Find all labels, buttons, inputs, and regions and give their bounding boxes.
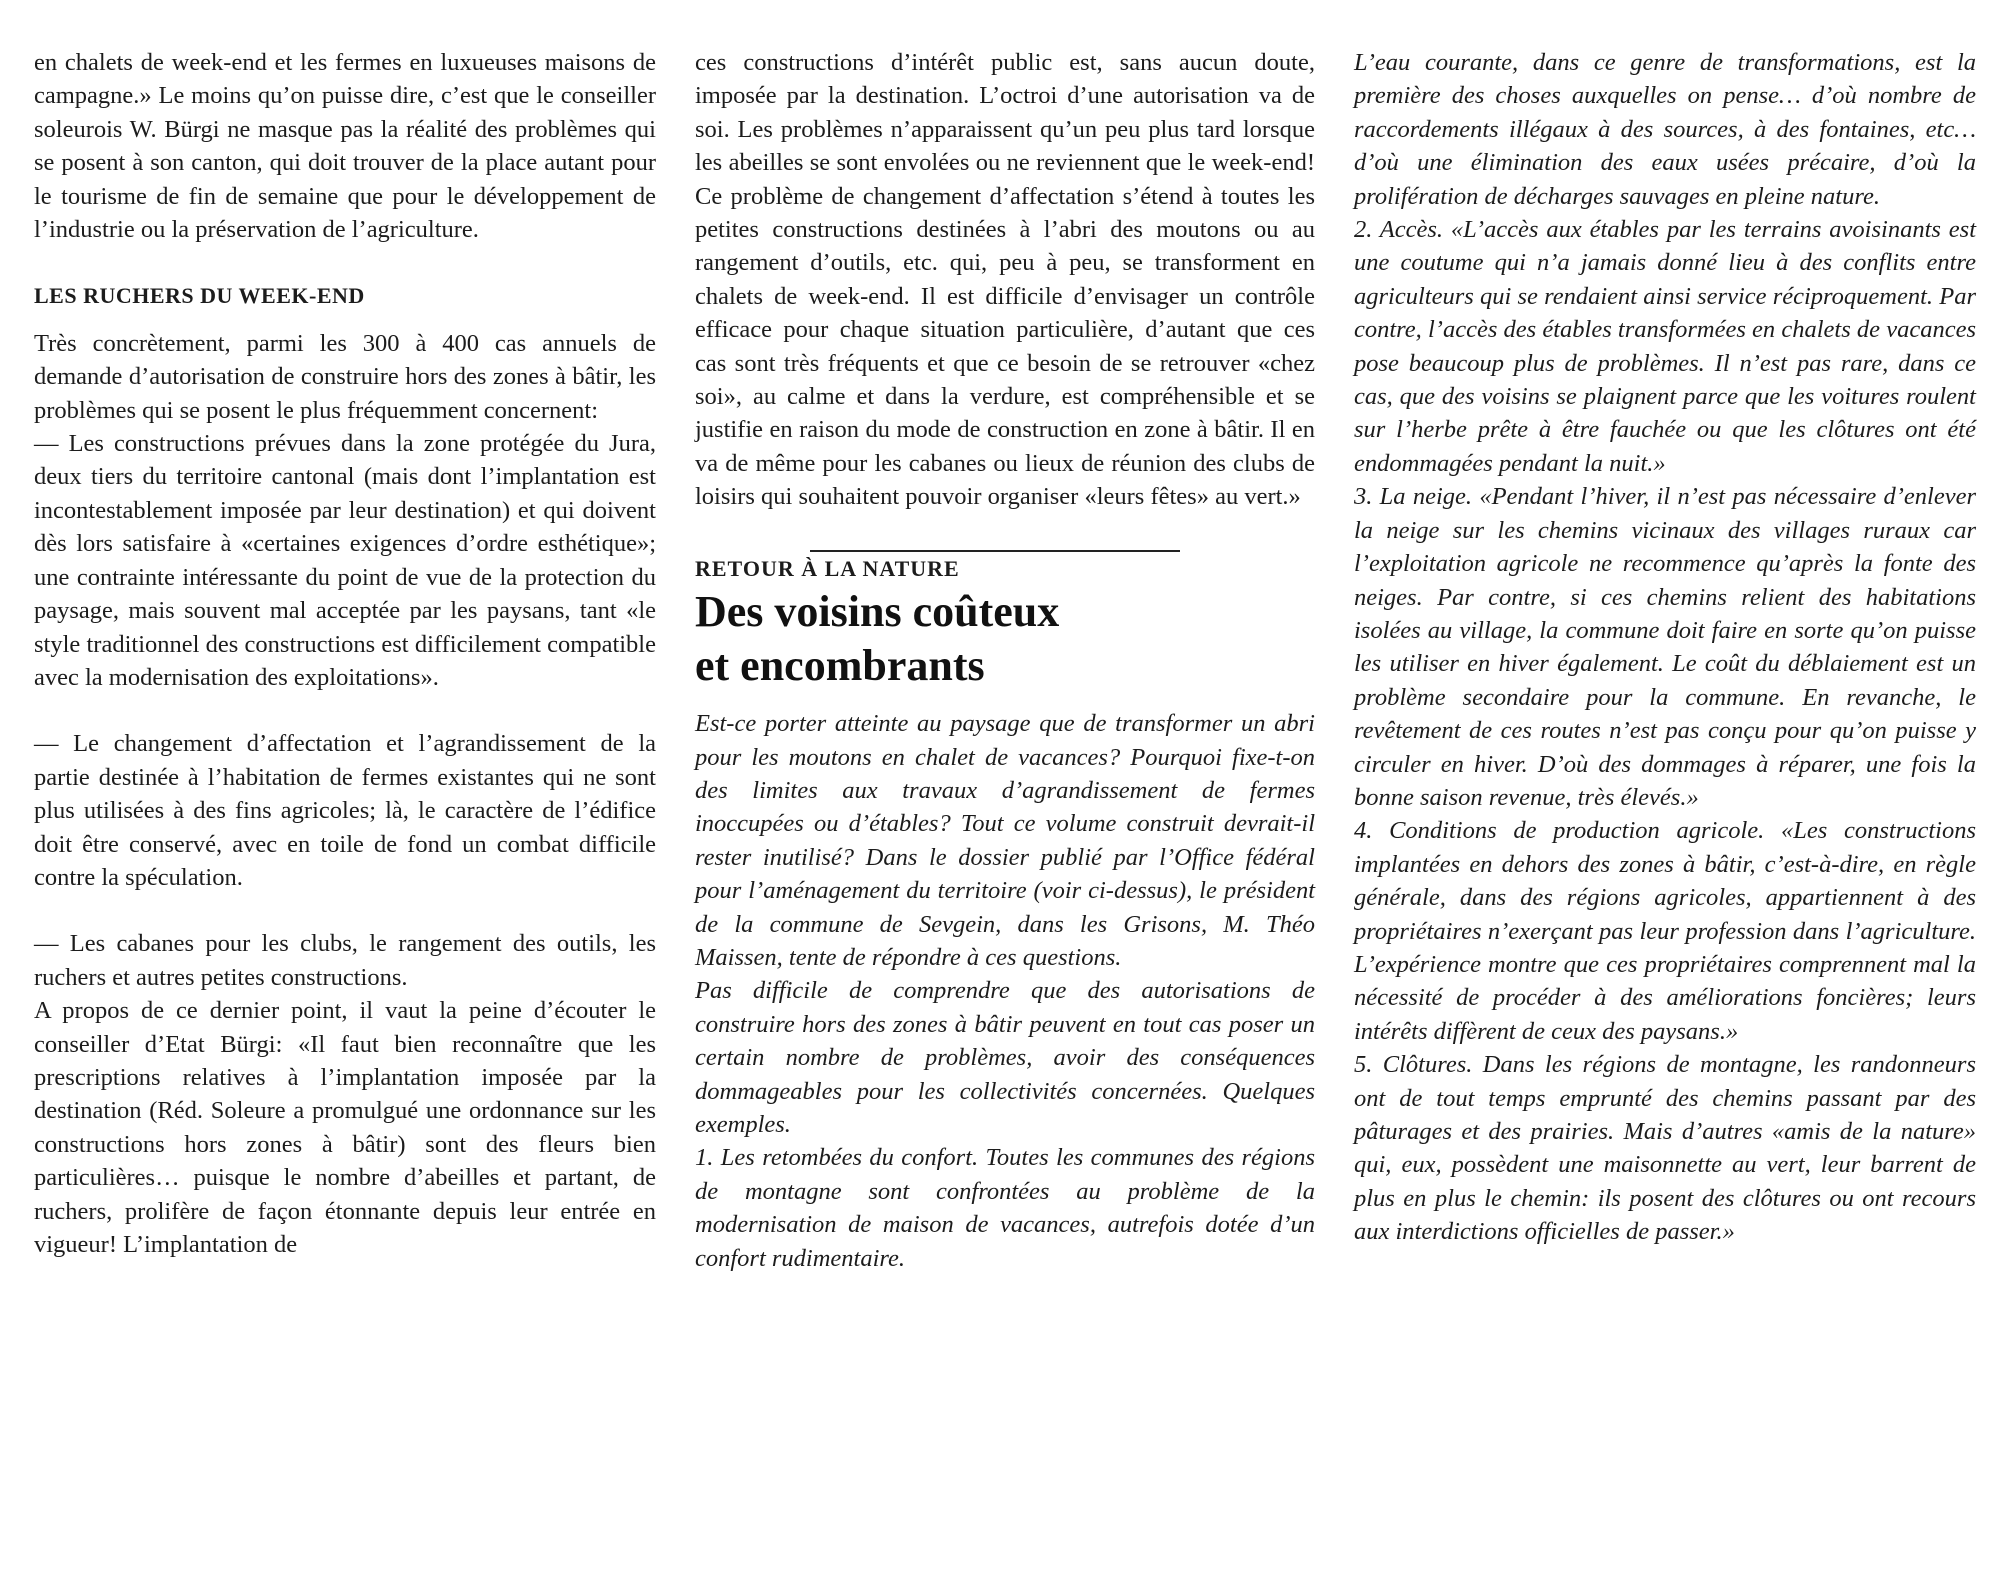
paragraph: en chalets de week-end et les fermes en luxueuses maisons de campagne.» Le moins qu’on puisse dire, c’est que le conseiller soleurois W. Bürgi ne masque pas la réalité des problèmes qui se posent à son canton, qui doit trouver de la place autant pour le tourisme de fin de semaine que pour le développement de l’industrie ou la préservation de l’agriculture. xyxy=(34,49,656,244)
paragraph: 4. Conditions de production agricole. «Les constructions implantées en dehors des zones à bâtir, c’est-à-dire, en règle générale, dans des régions agricoles, appartiennent à des propriétaires n’exerçant pas leur profession dans l’agriculture. L’expérience montre que ces propriétaires comprennent mal la nécessité de procéder à des améliorations foncières; leurs intérêts diffèrent de ceux des paysans.» xyxy=(1354,817,1976,1045)
column-1 xyxy=(34,46,656,1261)
paragraph: Très concrètement, parmi les 300 à 400 cas annuels de demande d’autorisation de construire hors des zones à bâtir, les problèmes qui se posent le plus fréquemment concernent: xyxy=(34,329,656,424)
article-headline xyxy=(695,585,1315,693)
paragraph: — Le changement d’affectation et l’agrandissement de la partie destinée à l’habitation de fermes existantes qui ne sont plus utilisées à des fins agricoles; là, le caractère de l’édifice doit être conservé, avec en toile de fond un combat difficile contre la spéculation. xyxy=(34,730,656,891)
paragraph: Est-ce porter atteinte au paysage que de transformer un abri pour les moutons en chalet de vacances? Pourquoi fixe-t-on des limites aux travaux d’agrandissement de fermes inoccupées ou d’étables? Tout ce volume construit devrait-il rester inutilisé? Dans le dossier publié par l’Office fédéral pour l’aménagement du territoire (voir ci-dessus), le président de la commune de Sevgein, dans les Grisons, M. Théo Maissen, tente de répondre à ces questions. xyxy=(695,710,1315,971)
paragraph: ces constructions d’intérêt public est, sans aucun doute, imposée par la destination. L’octroi d’une autorisation va de soi. Les problèmes n’apparaissent qu’un peu plus tard lorsque les abeilles se sont envolées ou ne reviennent que le week-end! Ce problème de changement d’affectation s’étend à toutes les petites constructions destinées à l’abri des moutons ou au rangement d’outils, etc. qui, peu à peu, se transforment en chalets de week-end. Il est difficile d’envisager un contrôle efficace pour chaque situation particulière, d’autant que ces cas sont très fréquents et que ce besoin de se retrouver «chez soi», au calme et dans la verdure, est compréhensible et se justifie en raison du mode de construction en zone à bâtir. Il en va de même pour les cabanes ou lieux de réunion des clubs de loisirs qui souhaitent pouvoir organiser «leurs fêtes» au vert.» xyxy=(695,49,1315,511)
paragraph: 1. Les retombées du confort. Toutes les communes des régions de montagne sont confrontées au problème de la modernisation de maison de vacances, autrefois dotée d’un confort rudimentaire. xyxy=(695,1144,1315,1272)
paragraph: A propos de ce dernier point, il vaut la peine d’écouter le conseiller d’Etat Bürgi: «Il faut bien reconnaître que les prescriptions relatives à l’implantation imposée par la destination (Réd. Soleure a promulgué une ordonnance sur les constructions hors zones à bâtir) sont des fleurs bien particulières… puisque le nombre d’abeilles et partant, de ruchers, prolifère de façon étonnante depuis leur entrée en vigueur! L’implantation de xyxy=(34,997,656,1258)
paragraph: L’eau courante, dans ce genre de transformations, est la première des choses auxquelles on pense… d’où nombre de raccordements illégaux à des sources, à des fontaines, etc… d’où une élimination des eaux usées précaire, d’où la prolifération de décharges sauvages en pleine nature. xyxy=(1354,49,1976,210)
section-subheading: LES RUCHERS DU WEEK-END xyxy=(34,283,365,309)
column-3 xyxy=(1354,46,1976,1249)
paragraph: Pas difficile de comprendre que des autorisations de construire hors des zones à bâtir peuvent en tout cas poser un certain nombre de problèmes, avoir des conséquences dommageables pour les collectivités concernées. Quelques exemples. xyxy=(695,977,1315,1138)
paragraph: — Les cabanes pour les clubs, le rangement des outils, les ruchers et autres petites constructions. xyxy=(34,930,656,991)
paragraph: — Les constructions prévues dans la zone protégée du Jura, deux tiers du territoire cantonal (mais dont l’implantation est incontestablement imposée par leur destination) et qui doivent dès lors satisfaire à «certaines exigences d’ordre esthétique»; une contrainte intéressante du point de vue de la protection du paysage, mais souvent mal acceptée par les paysans, tant «le style traditionnel des constructions est difficilement compatible avec la modernisation des exploitations». xyxy=(34,430,656,691)
article-kicker: RETOUR À LA NATURE xyxy=(695,555,960,581)
paragraph: 2. Accès. «L’accès aux étables par les terrains avoisinants est une coutume qui n’a jamais donné lieu à des conflits entre agriculteurs qui se rendaient ainsi service réciproquement. Par contre, l’accès des étables transformées en chalets de vacances pose beaucoup plus de problèmes. Il n’est pas rare, dans ce cas, que des voisins se plaignent parce que les voitures roulent sur l’herbe prête à être fauchée ou que les clôtures ont été endommagées pendant la nuit.» xyxy=(1354,216,1976,477)
column-2 xyxy=(695,46,1315,1275)
headline-line-2: et encombrants xyxy=(695,641,985,691)
paragraph: 3. La neige. «Pendant l’hiver, il n’est pas nécessaire d’enlever la neige sur les chemins vicinaux des villages ruraux car l’exploitation agricole ne recommence qu’après la fonte des neiges. Par contre, si ces chemins relient des habitations isolées au village, la commune doit faire en sorte qu’on puisse les utiliser en hiver également. Le coût du déblaiement est un problème secondaire pour la commune. En revanche, le revêtement de ces routes n’est pas conçu pour qu’on puisse y circuler en hiver. D’où des dommages à réparer, une fois la bonne saison revenue, très élevés.» xyxy=(1354,483,1976,811)
paragraph: 5. Clôtures. Dans les régions de montagne, les randonneurs ont de tout temps emprunté des chemins passant par des pâturages et des prairies. Mais d’autres «amis de la nature» qui, eux, possèdent une maisonnette au vert, leur barrent de plus en plus le chemin: ils posent des clôtures ou ont recours aux interdictions officielles de passer.» xyxy=(1354,1051,1976,1246)
headline-line-1: Des voisins coûteux xyxy=(695,587,1060,637)
